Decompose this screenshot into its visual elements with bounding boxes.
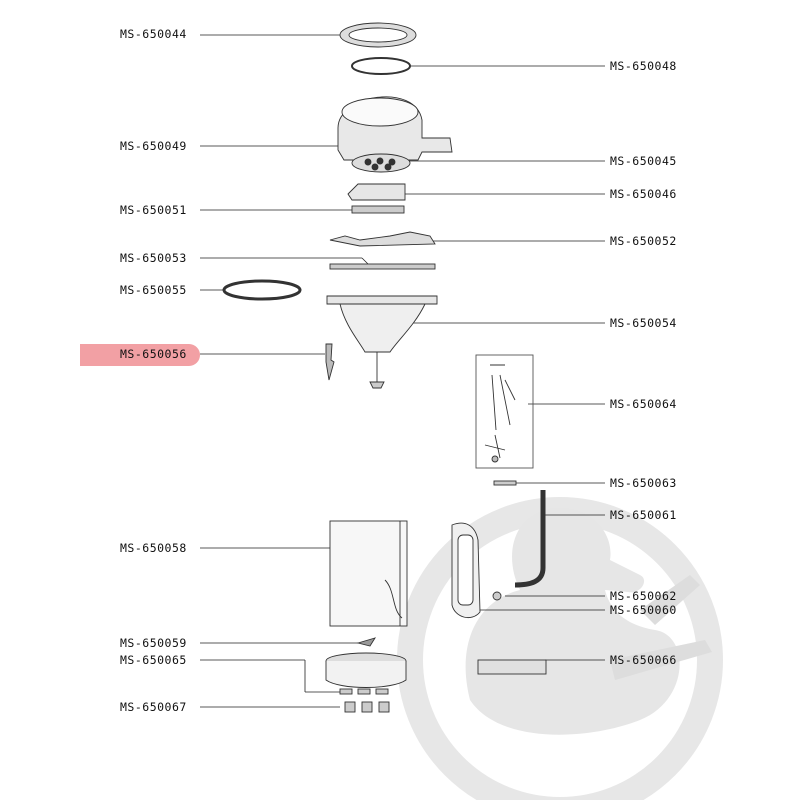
part-label-ms-650061[interactable]: MS-650061 xyxy=(610,508,677,522)
part-label-ms-650052[interactable]: MS-650052 xyxy=(610,234,677,248)
part-label-ms-650067[interactable]: MS-650067 xyxy=(120,700,187,714)
part-label-ms-650062[interactable]: MS-650062 xyxy=(610,589,677,603)
part-label-ms-650045[interactable]: MS-650045 xyxy=(610,154,677,168)
part-label-ms-650060[interactable]: MS-650060 xyxy=(610,603,677,617)
part-label-ms-650048[interactable]: MS-650048 xyxy=(610,59,677,73)
part-label-ms-650053[interactable]: MS-650053 xyxy=(120,251,187,265)
part-label-ms-650063[interactable]: MS-650063 xyxy=(610,476,677,490)
part-label-ms-650051[interactable]: MS-650051 xyxy=(120,203,187,217)
part-label-ms-650056[interactable]: MS-650056 xyxy=(120,347,187,361)
part-label-ms-650065[interactable]: MS-650065 xyxy=(120,653,187,667)
part-label-ms-650054[interactable]: MS-650054 xyxy=(610,316,677,330)
part-label-ms-650046[interactable]: MS-650046 xyxy=(610,187,677,201)
part-label-ms-650059[interactable]: MS-650059 xyxy=(120,636,187,650)
part-label-ms-650058[interactable]: MS-650058 xyxy=(120,541,187,555)
part-label-ms-650066[interactable]: MS-650066 xyxy=(610,653,677,667)
part-label-ms-650064[interactable]: MS-650064 xyxy=(610,397,677,411)
part-label-ms-650044[interactable]: MS-650044 xyxy=(120,27,187,41)
part-label-ms-650055[interactable]: MS-650055 xyxy=(120,283,187,297)
part-label-ms-650049[interactable]: MS-650049 xyxy=(120,139,187,153)
